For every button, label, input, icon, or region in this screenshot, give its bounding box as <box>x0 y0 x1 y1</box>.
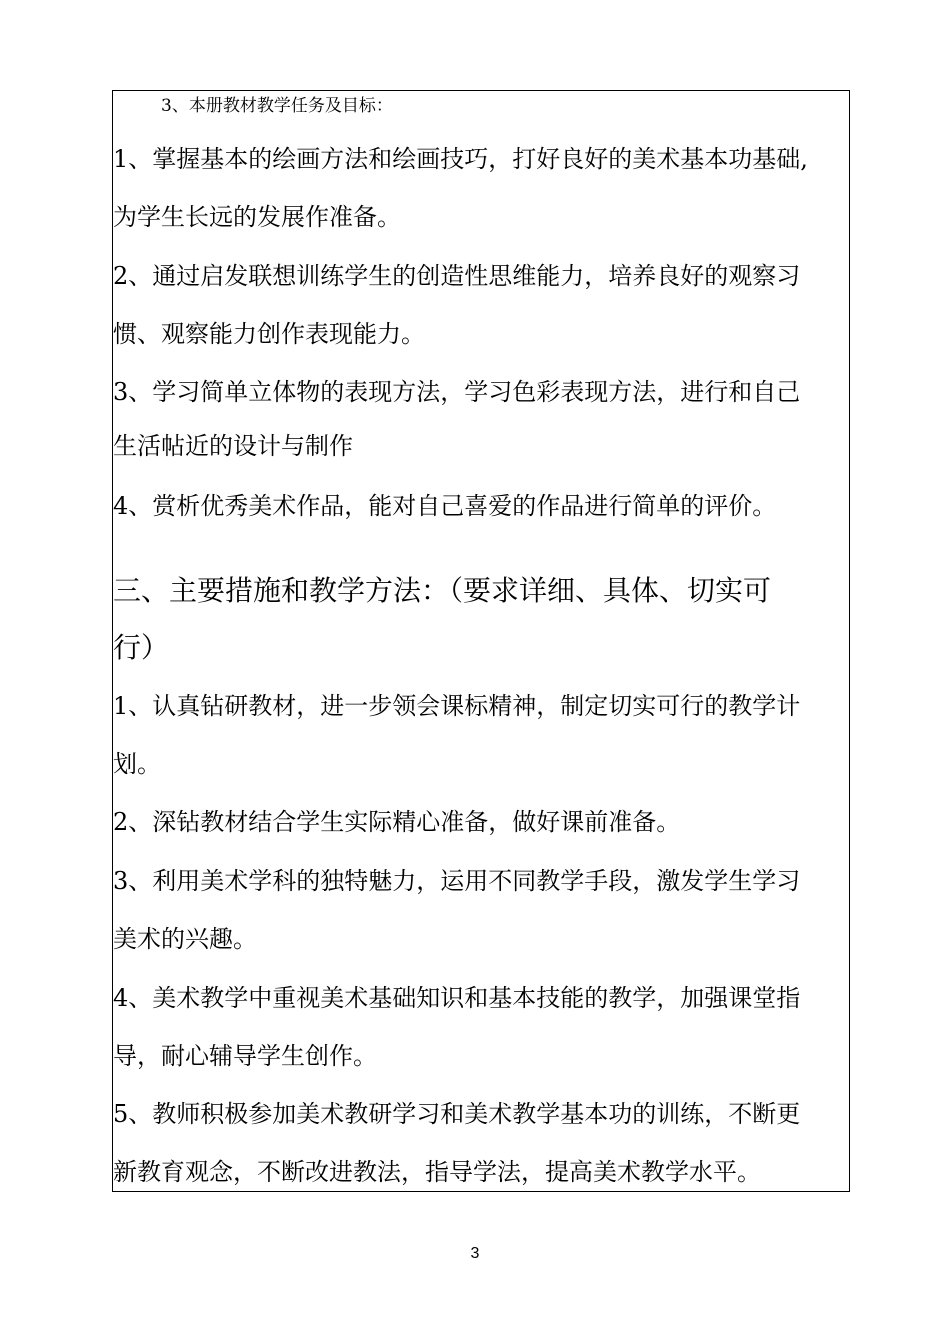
measure-line: 美术的兴趣。 <box>113 925 257 953</box>
measure-line: 划。 <box>113 750 161 778</box>
measure-line: 1、认真钻研教材，进一步领会课标精神，制定切实可行的教学计 <box>113 692 801 720</box>
goal-line: 3、学习简单立体物的表现方法，学习色彩表现方法，进行和自己 <box>113 378 801 406</box>
goal-line: 生活帖近的设计与制作 <box>113 432 353 460</box>
goal-line: 惯、观察能力创作表现能力。 <box>113 320 425 348</box>
goal-line: 1、掌握基本的绘画方法和绘画技巧，打好良好的美术基本功基础, <box>113 145 808 173</box>
measure-line: 2、深钻教材结合学生实际精心准备，做好课前准备。 <box>113 808 681 836</box>
section-heading: 三、主要措施和教学方法：（要求详细、具体、切实可 <box>113 574 772 607</box>
measure-line: 5、教师积极参加美术教研学习和美术教学基本功的训练，不断更 <box>113 1100 801 1128</box>
measure-line: 导，耐心辅导学生创作。 <box>113 1042 377 1070</box>
measure-line: 新教育观念，不断改进教法，指导学法，提高美术教学水平。 <box>113 1158 761 1186</box>
measure-line: 3、利用美术学科的独特魅力，运用不同教学手段，激发学生学习 <box>113 867 801 895</box>
goal-line: 2、通过启发联想训练学生的创造性思维能力，培养良好的观察习 <box>113 262 801 290</box>
section-3-title: 3、本册教材教学任务及目标： <box>161 96 393 116</box>
section-heading: 行） <box>113 631 170 664</box>
goal-line: 4、赏析优秀美术作品，能对自己喜爱的作品进行简单的评价。 <box>113 492 777 520</box>
goal-line: 为学生长远的发展作准备。 <box>113 203 401 231</box>
measure-line: 4、美术教学中重视美术基础知识和基本技能的教学，加强课堂指 <box>113 984 801 1012</box>
content-table-frame <box>112 90 850 1192</box>
page-number: 3 <box>470 1245 480 1262</box>
